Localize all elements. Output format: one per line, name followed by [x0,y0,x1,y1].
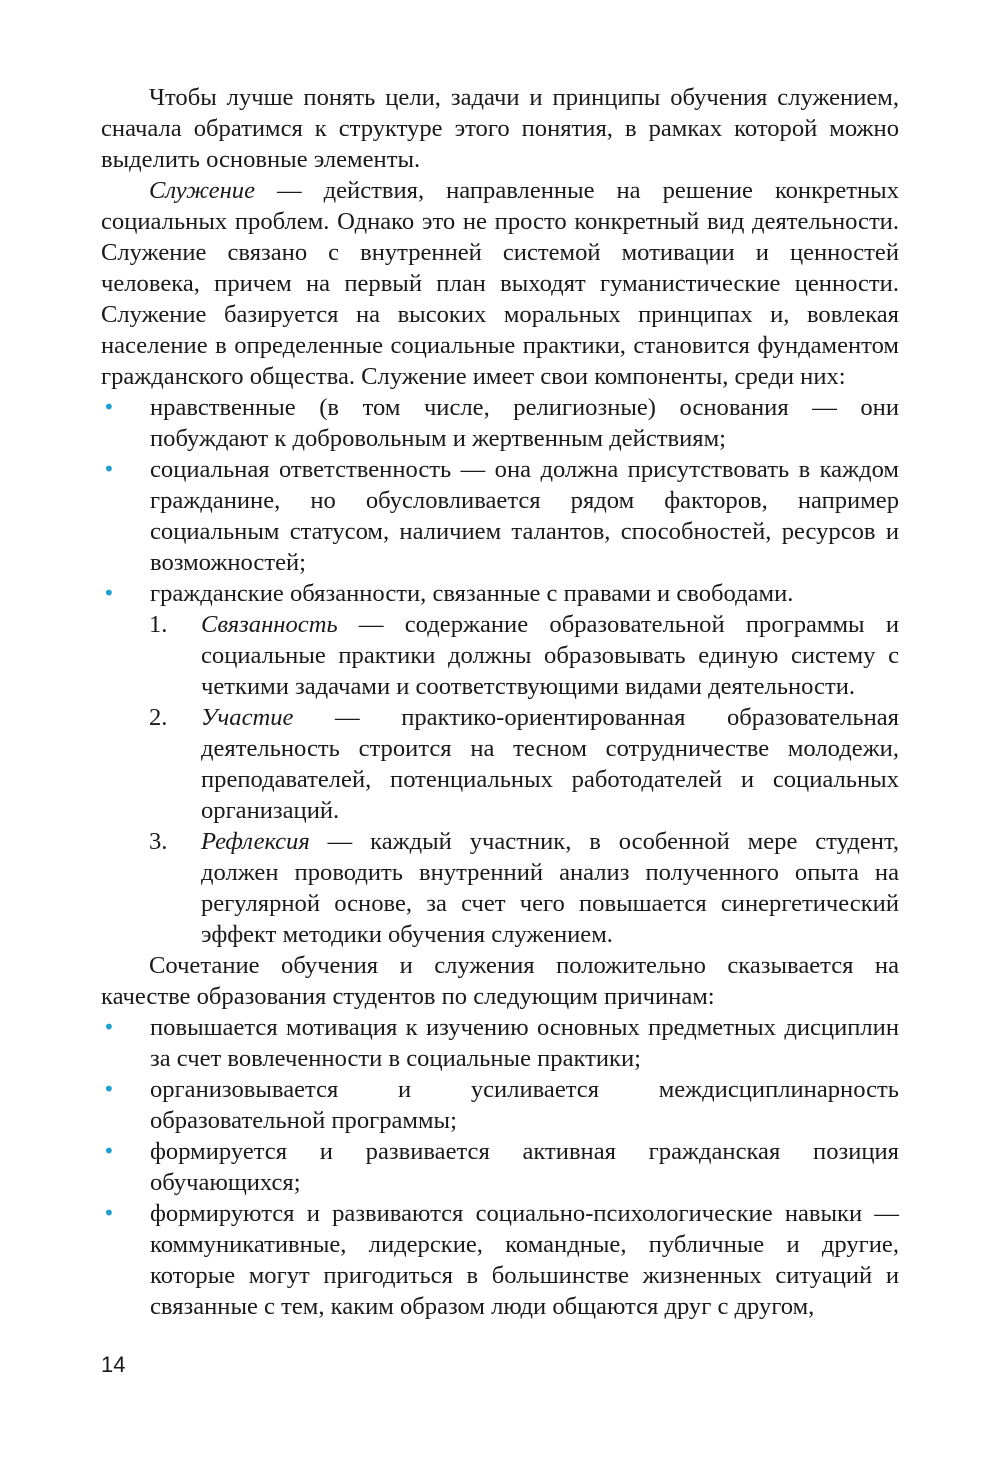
list-item-text: организовывается и усиливается междисциплинарность образовательной программы; [150,1076,899,1134]
list-item-text: формируется и развивается активная гражданская позиция обучающихся; [150,1138,899,1196]
list-item [101,392,899,454]
list-item-text: формируются и развиваются социально-психологические навыки — коммуникативные, лидерские, командные, публичные и другие, которые могут пригодиться в большинстве жизненных ситуаций и связанные с тем, каким образом люди общаются друг с другом, [150,1200,899,1320]
list-item-text: повышается мотивация к изучению основных предметных дисциплин за счет вовлеченности в социальные практики; [150,1014,899,1072]
term-service: Служение [149,177,255,204]
list-item [101,1198,899,1322]
principles-list [101,609,899,950]
principle-term: Участие [201,704,294,731]
list-item-text: гражданские обязанности, связанные с правами и свободами. [150,580,794,607]
bullet-icon: • [103,457,115,481]
bullet-icon: • [103,395,115,419]
benefits-intro-paragraph: Сочетание обучения и служения положительно сказывается на качестве образования студентов по следующим причинам: [101,952,899,1010]
principle-text: — практико-ориентированная образовательная деятельность строится на тесном сотрудничестве молодежи, преподавателей, потенциальных работодателей и социальных организаций. [201,704,899,824]
list-item [101,454,899,578]
service-definition-paragraph [101,175,899,392]
list-item-text: нравственные (в том числе, религиозные) основания — они побуждают к добровольным и жертвенным действиям; [150,394,899,452]
item-number: 1. [149,611,168,638]
list-item [101,1074,899,1136]
bullet-icon: • [103,1201,115,1225]
principle-term: Связанность [201,611,338,638]
reasons-list [101,1012,899,1322]
list-item [101,1136,899,1198]
numbered-item [101,702,899,826]
service-definition-text: — действия, направленные на решение конкретных социальных проблем. Однако это не просто конкретный вид деятельности. Служение связано с внутренней системой мотивации и ценностей человека, причем на первый план выходят гуманистические ценности. Служение базируется на высоких моральных принципах и, вовлекая население в определенные социальные практики, становится фундаментом гражданского общества. Служение имеет свои компоненты, среди них: [101,177,899,390]
item-number: 2. [149,704,168,731]
page-body [101,82,899,1322]
bullet-icon: • [103,1139,115,1163]
principle-text: — содержание образовательной программы и социальные практики должны образовывать единую систему с четкими задачами и соответствующими видами деятельности. [201,611,899,700]
bullet-icon: • [103,1077,115,1101]
list-item [101,1012,899,1074]
page-number: 14 [101,1352,126,1377]
principle-text: — каждый участник, в особенной мере студент, должен проводить внутренний анализ полученного опыта на регулярной основе, за счет чего повышается синергетический эффект методики обучения служением. [201,828,899,948]
components-list [101,392,899,609]
numbered-item [101,609,899,702]
list-item-text: социальная ответственность — она должна присутствовать в каждом гражданине, но обусловливается рядом факторов, например социальным статусом, наличием талантов, способностей, ресурсов и возможностей; [150,456,899,576]
bullet-icon: • [103,581,115,605]
list-item [101,578,899,609]
numbered-item [101,826,899,950]
intro-paragraph: Чтобы лучше понять цели, задачи и принципы обучения служением, сначала обратимся к структуре этого понятия, в рамках которой можно выделить основные элементы. [101,84,899,173]
principle-term: Рефлексия [201,828,310,855]
item-number: 3. [149,828,168,855]
bullet-icon: • [103,1015,115,1039]
